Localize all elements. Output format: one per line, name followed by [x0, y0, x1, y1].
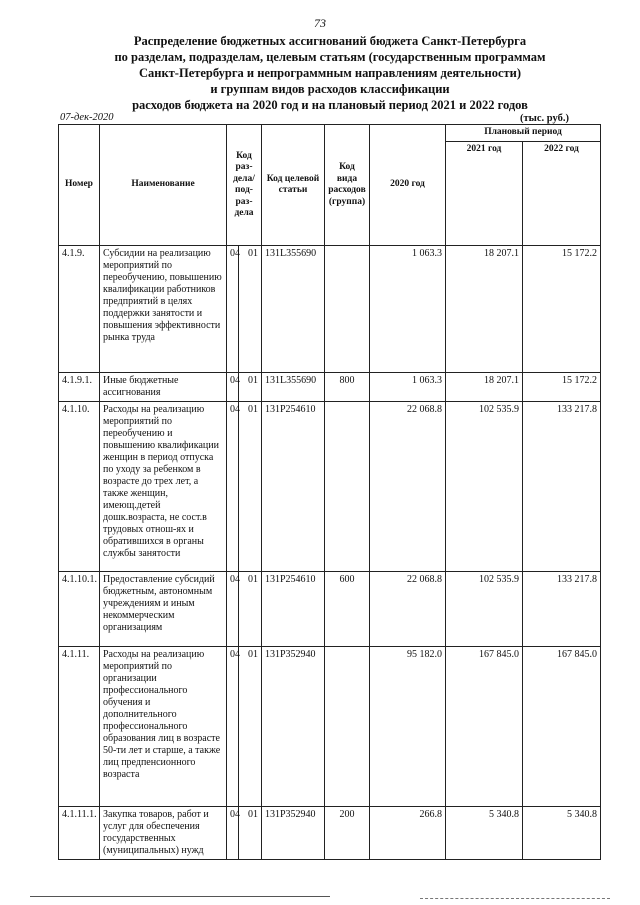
page-number: 73	[314, 16, 326, 30]
row-2020: 1 063.3	[370, 373, 446, 402]
table-row	[59, 402, 601, 572]
row-target: 131P352940	[262, 647, 325, 807]
row-type: 200	[325, 807, 370, 860]
row-type	[325, 647, 370, 807]
row-type	[325, 246, 370, 373]
row-2022: 133 217.8	[523, 572, 601, 647]
row-2022: 167 845.0	[523, 647, 601, 807]
row-target: 131P254610	[262, 572, 325, 647]
row-2022: 133 217.8	[523, 402, 601, 572]
row-name: Субсидии на реализацию мероприятий по переобучению, повышению квалификации работников предприятий в целях поддержки занятости и повышения эффективности рынка труда	[100, 246, 227, 373]
row-2021: 18 207.1	[446, 373, 523, 402]
row-2021: 102 535.9	[446, 402, 523, 572]
row-number: 4.1.9.1.	[59, 373, 100, 402]
header-name: Наименование	[100, 125, 227, 246]
row-section: 04	[227, 402, 239, 572]
row-name: Расходы на реализацию мероприятий по переобучению и повышению квалификации женщин в период отпуска по уходу за ребенком в возрасте до трех лет, а также женщин, имеющ.детей дошк.возраста, не сост.в трудовых отнош-ях и обратившихся в органы службы занятости	[100, 402, 227, 572]
row-target: 131L355690	[262, 373, 325, 402]
row-type: 800	[325, 373, 370, 402]
row-2020: 22 068.8	[370, 402, 446, 572]
table-row	[59, 373, 601, 402]
row-type: 600	[325, 572, 370, 647]
footer-rule	[30, 896, 330, 897]
row-target: 131P352940	[262, 807, 325, 860]
row-2021: 5 340.8	[446, 807, 523, 860]
row-number: 4.1.11.	[59, 647, 100, 807]
header-2020: 2020 год	[370, 125, 446, 246]
row-section: 04	[227, 373, 239, 402]
row-subsection: 01	[239, 572, 262, 647]
row-name: Иные бюджетные ассигнования	[100, 373, 227, 402]
row-number: 4.1.11.1.	[59, 807, 100, 860]
table-row	[59, 807, 601, 860]
row-2022: 5 340.8	[523, 807, 601, 860]
header-2021: 2021 год	[446, 142, 523, 246]
row-2021: 102 535.9	[446, 572, 523, 647]
row-name: Расходы на реализацию мероприятий по организации профессионального обучения и дополнительного профессионального образования лиц в возрасте 50-ти лет и старше, а также лиц предпенсионного возраста	[100, 647, 227, 807]
row-number: 4.1.10.1.	[59, 572, 100, 647]
row-type	[325, 402, 370, 572]
row-target: 131L355690	[262, 246, 325, 373]
title-line: Санкт-Петербурга и непрограммным направлениям деятельности)	[138, 66, 521, 80]
header-2022: 2022 год	[523, 142, 601, 246]
row-2022: 15 172.2	[523, 373, 601, 402]
row-subsection: 01	[239, 373, 262, 402]
table-row	[59, 647, 601, 807]
header-number: Номер	[59, 125, 100, 246]
document-date: 07-дек-2020	[60, 112, 114, 123]
row-subsection: 01	[239, 807, 262, 860]
title-line: расходов бюджета на 2020 год и на плановый период 2021 и 2022 годов	[132, 98, 528, 112]
row-2021: 167 845.0	[446, 647, 523, 807]
row-name: Предоставление субсидий бюджетным, автономным учреждениям и иным некоммерческим организациям	[100, 572, 227, 647]
row-number: 4.1.10.	[59, 402, 100, 572]
row-section: 04	[227, 246, 239, 373]
row-subsection: 01	[239, 402, 262, 572]
row-2020: 266.8	[370, 807, 446, 860]
header-plan-period: Плановый период	[446, 125, 601, 142]
row-2020: 1 063.3	[370, 246, 446, 373]
header-section: Код раз-дела/ под-раз-дела	[227, 125, 262, 246]
row-subsection: 01	[239, 647, 262, 807]
table-row	[59, 246, 601, 373]
table-row	[59, 572, 601, 647]
row-section: 04	[227, 572, 239, 647]
row-section: 04	[227, 647, 239, 807]
title-line: Распределение бюджетных ассигнований бюджета Санкт-Петербурга	[133, 34, 527, 48]
title-line: по разделам, подразделам, целевым статьям (государственным программам	[114, 50, 546, 64]
footer-rule-right	[420, 898, 610, 899]
row-2020: 95 182.0	[370, 647, 446, 807]
document-title	[60, 33, 600, 113]
units-label: (тыс. руб.)	[520, 113, 569, 124]
row-2022: 15 172.2	[523, 246, 601, 373]
header-target: Код целевой статьи	[262, 125, 325, 246]
title-line: и группам видов расходов классификации	[210, 82, 450, 96]
row-section: 04	[227, 807, 239, 860]
row-target: 131P254610	[262, 402, 325, 572]
header-expense-type: Код вида расходов (группа)	[325, 125, 370, 246]
budget-table	[58, 124, 601, 860]
row-2021: 18 207.1	[446, 246, 523, 373]
row-number: 4.1.9.	[59, 246, 100, 373]
row-subsection: 01	[239, 246, 262, 373]
row-name: Закупка товаров, работ и услуг для обеспечения государственных (муниципальных) нужд	[100, 807, 227, 860]
row-2020: 22 068.8	[370, 572, 446, 647]
